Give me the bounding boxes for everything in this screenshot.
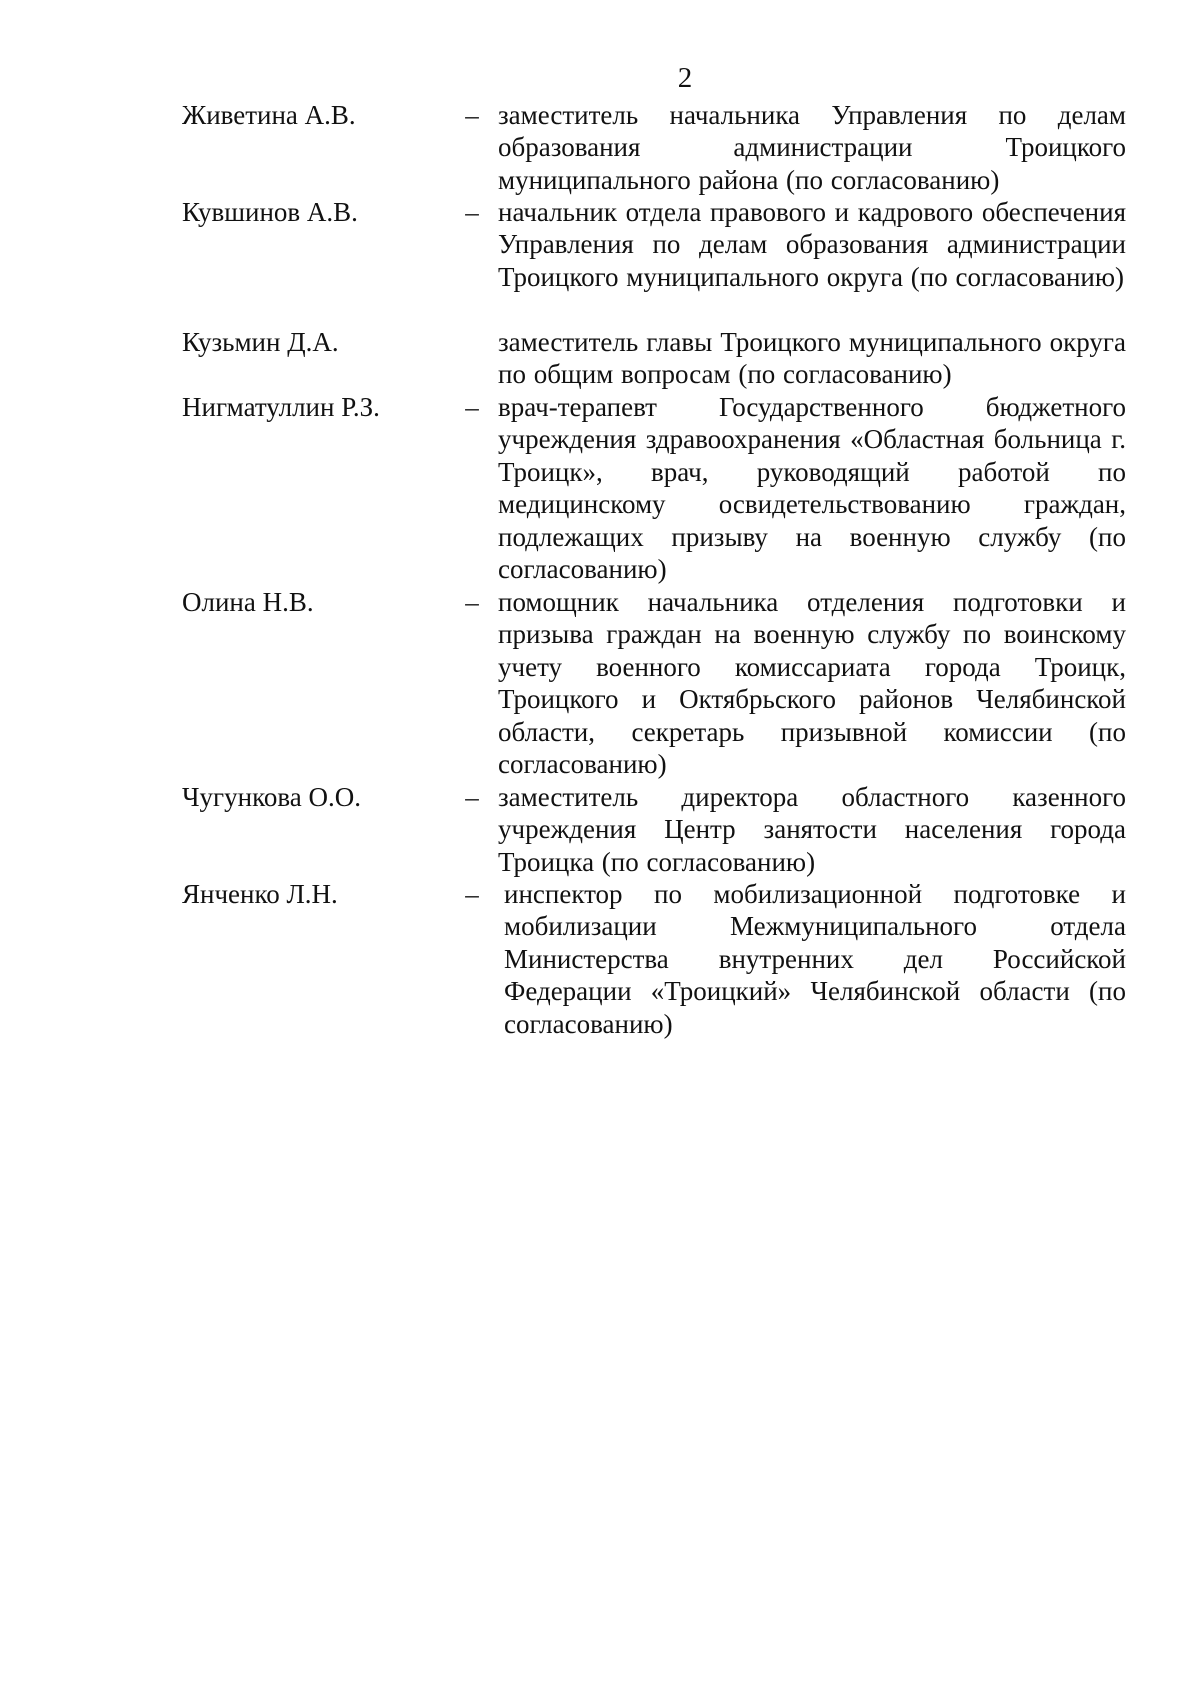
dash-separator: – [465,782,479,812]
member-name: Янченко Л.Н. [182,879,338,909]
member-entry-nigmatullin [182,391,1126,586]
member-name: Чугункова О.О. [182,782,361,812]
member-entry-kuvshinov [182,196,1126,326]
member-position: заместитель директора областного казенного учреждения Центр занятости населения города Троицка (по согласованию) [498,782,1126,877]
member-name: Олина Н.В. [182,587,314,617]
member-name: Нигматуллин Р.З. [182,392,380,422]
member-entry-yanchenko [182,878,1126,1048]
dash-separator: – [465,879,479,909]
member-position: помощник начальника отделения подготовки и призыва граждан на военную службу по воинскому учету военного комиссариата города Троицк, Троицкого и Октябрьского районов Челябинской области, секретарь призывной комиссии (по согласованию) [498,587,1126,780]
member-position: врач-терапевт Государственного бюджетного учреждения здравоохранения «Областная больница г. Троицк», врач, руководящий работой по медицинскому освидетельствованию граждан, подлежащих призыву на военную службу (по согласованию) [498,392,1126,585]
member-entry-zhivetina [182,99,1126,196]
member-position: инспектор по мобилизационной подготовке и мобилизации Межмуниципального отдела Министерства внутренних дел Российской Федерации «Троицкий» Челябинской области (по согласованию) [504,879,1126,1039]
member-entry-kuzmin [182,326,1126,391]
dash-separator: – [465,587,479,617]
page-number: 2 [677,62,693,94]
member-position: начальник отдела правового и кадрового обеспечения Управления по делам образования администрации Троицкого муниципального округа (по согласованию) [498,197,1126,292]
member-position: заместитель начальника Управления по делам образования администрации Троицкого муниципального района (по согласованию) [498,100,1126,195]
commission-member-list [182,99,1126,1048]
member-name: Живетина А.В. [182,100,356,130]
dash-separator: – [465,100,479,130]
member-position: заместитель главы Троицкого муниципального округа по общим вопросам (по согласованию) [498,327,1126,390]
dash-separator: – [465,392,479,422]
member-name: Кувшинов А.В. [182,197,358,227]
member-name: Кузьмин Д.А. [182,327,339,357]
member-entry-olina [182,586,1126,781]
dash-separator: – [465,197,479,227]
member-entry-chugunkova [182,781,1126,878]
